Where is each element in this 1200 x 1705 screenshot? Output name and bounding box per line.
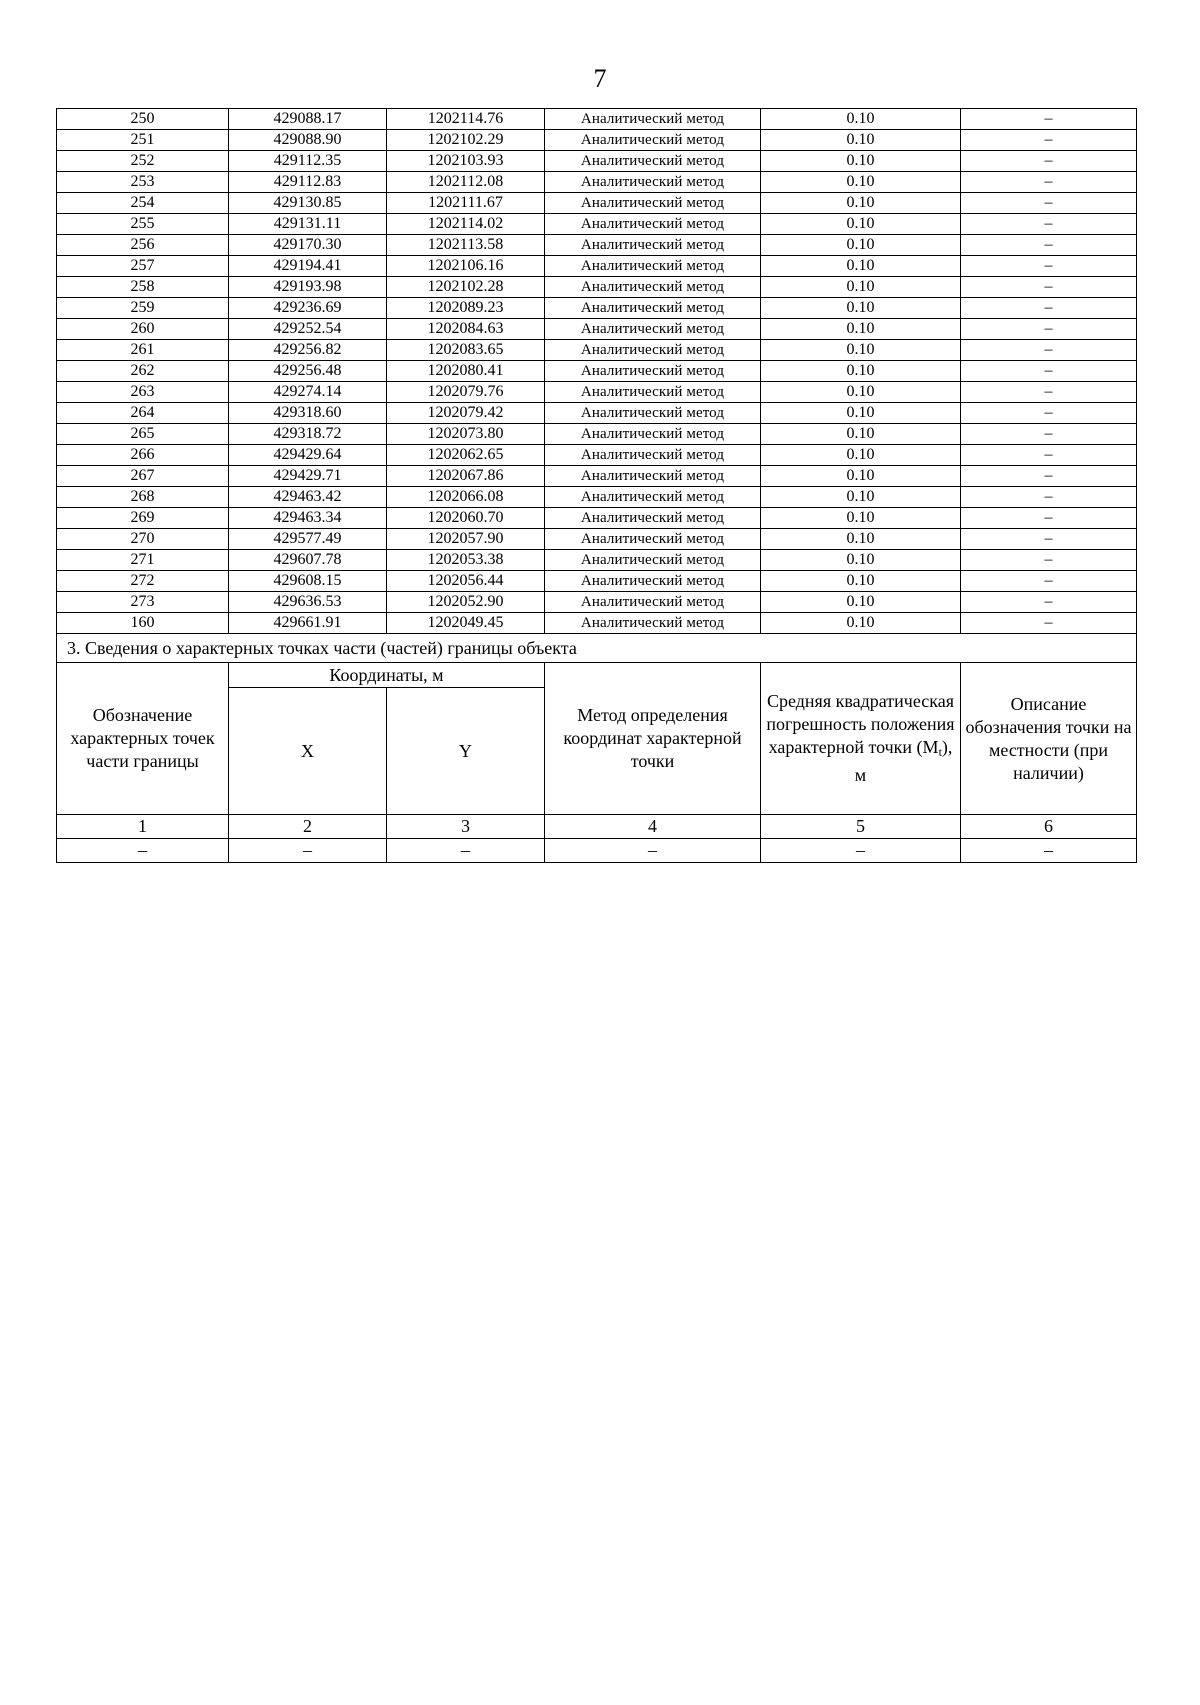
table-row bbox=[57, 256, 1137, 277]
y-coordinate-cell: 1202102.29 bbox=[387, 130, 545, 151]
y-coordinate-cell: 1202060.70 bbox=[387, 508, 545, 529]
column-number: 6 bbox=[961, 815, 1137, 839]
method-cell: Аналитический метод bbox=[545, 340, 761, 361]
accuracy-cell: 0.10 bbox=[761, 193, 961, 214]
table-row bbox=[57, 550, 1137, 571]
x-coordinate-cell: 429607.78 bbox=[229, 550, 387, 571]
header-description: Описание обозначения точки на местности (при наличии) bbox=[961, 663, 1137, 815]
accuracy-cell: 0.10 bbox=[761, 277, 961, 298]
x-coordinate-cell: 429193.98 bbox=[229, 277, 387, 298]
y-coordinate-cell: 1202049.45 bbox=[387, 613, 545, 634]
description-cell: – bbox=[961, 235, 1137, 256]
description-cell: – bbox=[961, 214, 1137, 235]
x-coordinate-cell: 429252.54 bbox=[229, 319, 387, 340]
method-cell: Аналитический метод bbox=[545, 508, 761, 529]
point-number-cell: 268 bbox=[57, 487, 229, 508]
method-cell: Аналитический метод bbox=[545, 613, 761, 634]
empty-cell: – bbox=[229, 839, 387, 863]
empty-cell: – bbox=[961, 839, 1137, 863]
description-cell: – bbox=[961, 487, 1137, 508]
method-cell: Аналитический метод bbox=[545, 130, 761, 151]
header-x: X bbox=[229, 688, 387, 815]
column-number: 2 bbox=[229, 815, 387, 839]
section3-empty-row bbox=[57, 839, 1137, 863]
empty-cell: – bbox=[545, 839, 761, 863]
table-row bbox=[57, 340, 1137, 361]
method-cell: Аналитический метод bbox=[545, 592, 761, 613]
y-coordinate-cell: 1202073.80 bbox=[387, 424, 545, 445]
point-number-cell: 273 bbox=[57, 592, 229, 613]
table-row bbox=[57, 382, 1137, 403]
accuracy-cell: 0.10 bbox=[761, 466, 961, 487]
y-coordinate-cell: 1202111.67 bbox=[387, 193, 545, 214]
method-cell: Аналитический метод bbox=[545, 277, 761, 298]
column-number: 4 bbox=[545, 815, 761, 839]
table-row bbox=[57, 571, 1137, 592]
table-row bbox=[57, 172, 1137, 193]
method-cell: Аналитический метод bbox=[545, 529, 761, 550]
point-number-cell: 251 bbox=[57, 130, 229, 151]
accuracy-cell: 0.10 bbox=[761, 487, 961, 508]
point-number-cell: 271 bbox=[57, 550, 229, 571]
y-coordinate-cell: 1202089.23 bbox=[387, 298, 545, 319]
column-number: 1 bbox=[57, 815, 229, 839]
method-cell: Аналитический метод bbox=[545, 466, 761, 487]
description-cell: – bbox=[961, 613, 1137, 634]
table-row bbox=[57, 151, 1137, 172]
accuracy-cell: 0.10 bbox=[761, 382, 961, 403]
y-coordinate-cell: 1202066.08 bbox=[387, 487, 545, 508]
y-coordinate-cell: 1202053.38 bbox=[387, 550, 545, 571]
header-accuracy bbox=[761, 663, 961, 815]
column-number: 5 bbox=[761, 815, 961, 839]
x-coordinate-cell: 429661.91 bbox=[229, 613, 387, 634]
description-cell: – bbox=[961, 466, 1137, 487]
accuracy-cell: 0.10 bbox=[761, 319, 961, 340]
table-row bbox=[57, 424, 1137, 445]
header-method: Метод определения координат характерной точки bbox=[545, 663, 761, 815]
method-cell: Аналитический метод bbox=[545, 193, 761, 214]
y-coordinate-cell: 1202106.16 bbox=[387, 256, 545, 277]
point-number-cell: 160 bbox=[57, 613, 229, 634]
x-coordinate-cell: 429577.49 bbox=[229, 529, 387, 550]
description-cell: – bbox=[961, 172, 1137, 193]
table-row bbox=[57, 487, 1137, 508]
page-number: 7 bbox=[593, 64, 607, 93]
header-point-designation: Обозначение характерных точек части границы bbox=[57, 663, 229, 815]
point-number-cell: 272 bbox=[57, 571, 229, 592]
method-cell: Аналитический метод bbox=[545, 403, 761, 424]
accuracy-cell: 0.10 bbox=[761, 109, 961, 130]
point-number-cell: 257 bbox=[57, 256, 229, 277]
table-row bbox=[57, 613, 1137, 634]
method-cell: Аналитический метод bbox=[545, 298, 761, 319]
point-number-cell: 254 bbox=[57, 193, 229, 214]
x-coordinate-cell: 429463.34 bbox=[229, 508, 387, 529]
x-coordinate-cell: 429636.53 bbox=[229, 592, 387, 613]
point-number-cell: 256 bbox=[57, 235, 229, 256]
section3-title: 3. Сведения о характерных точках части (частей) границы объекта bbox=[57, 634, 1137, 663]
table-row bbox=[57, 235, 1137, 256]
accuracy-cell: 0.10 bbox=[761, 298, 961, 319]
x-coordinate-cell: 429274.14 bbox=[229, 382, 387, 403]
table-row bbox=[57, 319, 1137, 340]
y-coordinate-cell: 1202114.02 bbox=[387, 214, 545, 235]
header-accuracy-main: Средняя квадратическая погрешность положения характерной точки (M bbox=[766, 691, 955, 757]
accuracy-cell: 0.10 bbox=[761, 256, 961, 277]
accuracy-cell: 0.10 bbox=[761, 361, 961, 382]
point-number-cell: 255 bbox=[57, 214, 229, 235]
y-coordinate-cell: 1202062.65 bbox=[387, 445, 545, 466]
table-row bbox=[57, 214, 1137, 235]
accuracy-cell: 0.10 bbox=[761, 445, 961, 466]
description-cell: – bbox=[961, 151, 1137, 172]
point-number-cell: 260 bbox=[57, 319, 229, 340]
y-coordinate-cell: 1202067.86 bbox=[387, 466, 545, 487]
y-coordinate-cell: 1202056.44 bbox=[387, 571, 545, 592]
method-cell: Аналитический метод bbox=[545, 424, 761, 445]
point-number-cell: 258 bbox=[57, 277, 229, 298]
y-coordinate-cell: 1202084.63 bbox=[387, 319, 545, 340]
boundary-points-table bbox=[56, 108, 1137, 863]
description-cell: – bbox=[961, 382, 1137, 403]
accuracy-cell: 0.10 bbox=[761, 508, 961, 529]
description-cell: – bbox=[961, 571, 1137, 592]
x-coordinate-cell: 429429.64 bbox=[229, 445, 387, 466]
x-coordinate-cell: 429608.15 bbox=[229, 571, 387, 592]
header-y: Y bbox=[387, 688, 545, 815]
description-cell: – bbox=[961, 298, 1137, 319]
method-cell: Аналитический метод bbox=[545, 256, 761, 277]
y-coordinate-cell: 1202057.90 bbox=[387, 529, 545, 550]
table-row bbox=[57, 277, 1137, 298]
method-cell: Аналитический метод bbox=[545, 151, 761, 172]
description-cell: – bbox=[961, 508, 1137, 529]
empty-cell: – bbox=[761, 839, 961, 863]
method-cell: Аналитический метод bbox=[545, 361, 761, 382]
accuracy-cell: 0.10 bbox=[761, 151, 961, 172]
y-coordinate-cell: 1202052.90 bbox=[387, 592, 545, 613]
description-cell: – bbox=[961, 277, 1137, 298]
section3-block bbox=[57, 634, 1137, 863]
description-cell: – bbox=[961, 529, 1137, 550]
header-coordinates: Координаты, м bbox=[229, 663, 545, 688]
point-number-cell: 263 bbox=[57, 382, 229, 403]
table-row bbox=[57, 361, 1137, 382]
method-cell: Аналитический метод bbox=[545, 109, 761, 130]
x-coordinate-cell: 429112.35 bbox=[229, 151, 387, 172]
description-cell: – bbox=[961, 109, 1137, 130]
method-cell: Аналитический метод bbox=[545, 571, 761, 592]
accuracy-cell: 0.10 bbox=[761, 130, 961, 151]
accuracy-cell: 0.10 bbox=[761, 571, 961, 592]
x-coordinate-cell: 429088.17 bbox=[229, 109, 387, 130]
table-row bbox=[57, 298, 1137, 319]
description-cell: – bbox=[961, 550, 1137, 571]
method-cell: Аналитический метод bbox=[545, 382, 761, 403]
method-cell: Аналитический метод bbox=[545, 487, 761, 508]
column-numbers-row bbox=[57, 815, 1137, 839]
table-row bbox=[57, 445, 1137, 466]
accuracy-cell: 0.10 bbox=[761, 340, 961, 361]
description-cell: – bbox=[961, 340, 1137, 361]
y-coordinate-cell: 1202083.65 bbox=[387, 340, 545, 361]
point-number-cell: 264 bbox=[57, 403, 229, 424]
point-number-cell: 265 bbox=[57, 424, 229, 445]
point-number-cell: 262 bbox=[57, 361, 229, 382]
x-coordinate-cell: 429170.30 bbox=[229, 235, 387, 256]
point-number-cell: 252 bbox=[57, 151, 229, 172]
accuracy-cell: 0.10 bbox=[761, 424, 961, 445]
y-coordinate-cell: 1202079.76 bbox=[387, 382, 545, 403]
accuracy-cell: 0.10 bbox=[761, 529, 961, 550]
table-row bbox=[57, 466, 1137, 487]
description-cell: – bbox=[961, 130, 1137, 151]
table-row bbox=[57, 193, 1137, 214]
description-cell: – bbox=[961, 403, 1137, 424]
column-number: 3 bbox=[387, 815, 545, 839]
description-cell: – bbox=[961, 424, 1137, 445]
x-coordinate-cell: 429131.11 bbox=[229, 214, 387, 235]
description-cell: – bbox=[961, 592, 1137, 613]
method-cell: Аналитический метод bbox=[545, 550, 761, 571]
y-coordinate-cell: 1202102.28 bbox=[387, 277, 545, 298]
empty-cell: – bbox=[387, 839, 545, 863]
x-coordinate-cell: 429236.69 bbox=[229, 298, 387, 319]
x-coordinate-cell: 429318.60 bbox=[229, 403, 387, 424]
x-coordinate-cell: 429256.82 bbox=[229, 340, 387, 361]
table-row bbox=[57, 109, 1137, 130]
point-number-cell: 250 bbox=[57, 109, 229, 130]
accuracy-cell: 0.10 bbox=[761, 235, 961, 256]
x-coordinate-cell: 429088.90 bbox=[229, 130, 387, 151]
point-number-cell: 269 bbox=[57, 508, 229, 529]
method-cell: Аналитический метод bbox=[545, 172, 761, 193]
x-coordinate-cell: 429256.48 bbox=[229, 361, 387, 382]
method-cell: Аналитический метод bbox=[545, 214, 761, 235]
description-cell: – bbox=[961, 445, 1137, 466]
y-coordinate-cell: 1202079.42 bbox=[387, 403, 545, 424]
point-number-cell: 253 bbox=[57, 172, 229, 193]
empty-cell: – bbox=[57, 839, 229, 863]
point-number-cell: 259 bbox=[57, 298, 229, 319]
accuracy-cell: 0.10 bbox=[761, 403, 961, 424]
table-row bbox=[57, 403, 1137, 424]
header-accuracy-subscript: t bbox=[938, 745, 942, 759]
x-coordinate-cell: 429130.85 bbox=[229, 193, 387, 214]
y-coordinate-cell: 1202113.58 bbox=[387, 235, 545, 256]
table-row bbox=[57, 508, 1137, 529]
table-row bbox=[57, 130, 1137, 151]
table-row bbox=[57, 592, 1137, 613]
x-coordinate-cell: 429463.42 bbox=[229, 487, 387, 508]
y-coordinate-cell: 1202080.41 bbox=[387, 361, 545, 382]
x-coordinate-cell: 429318.72 bbox=[229, 424, 387, 445]
points-table-body bbox=[57, 109, 1137, 634]
description-cell: – bbox=[961, 319, 1137, 340]
x-coordinate-cell: 429429.71 bbox=[229, 466, 387, 487]
accuracy-cell: 0.10 bbox=[761, 550, 961, 571]
method-cell: Аналитический метод bbox=[545, 445, 761, 466]
x-coordinate-cell: 429194.41 bbox=[229, 256, 387, 277]
point-number-cell: 270 bbox=[57, 529, 229, 550]
method-cell: Аналитический метод bbox=[545, 319, 761, 340]
header-accuracy-tail: ), м bbox=[854, 737, 953, 785]
x-coordinate-cell: 429112.83 bbox=[229, 172, 387, 193]
y-coordinate-cell: 1202114.76 bbox=[387, 109, 545, 130]
description-cell: – bbox=[961, 193, 1137, 214]
y-coordinate-cell: 1202112.08 bbox=[387, 172, 545, 193]
table-row bbox=[57, 529, 1137, 550]
accuracy-cell: 0.10 bbox=[761, 613, 961, 634]
point-number-cell: 267 bbox=[57, 466, 229, 487]
accuracy-cell: 0.10 bbox=[761, 214, 961, 235]
point-number-cell: 266 bbox=[57, 445, 229, 466]
method-cell: Аналитический метод bbox=[545, 235, 761, 256]
description-cell: – bbox=[961, 256, 1137, 277]
point-number-cell: 261 bbox=[57, 340, 229, 361]
description-cell: – bbox=[961, 361, 1137, 382]
accuracy-cell: 0.10 bbox=[761, 172, 961, 193]
accuracy-cell: 0.10 bbox=[761, 592, 961, 613]
y-coordinate-cell: 1202103.93 bbox=[387, 151, 545, 172]
